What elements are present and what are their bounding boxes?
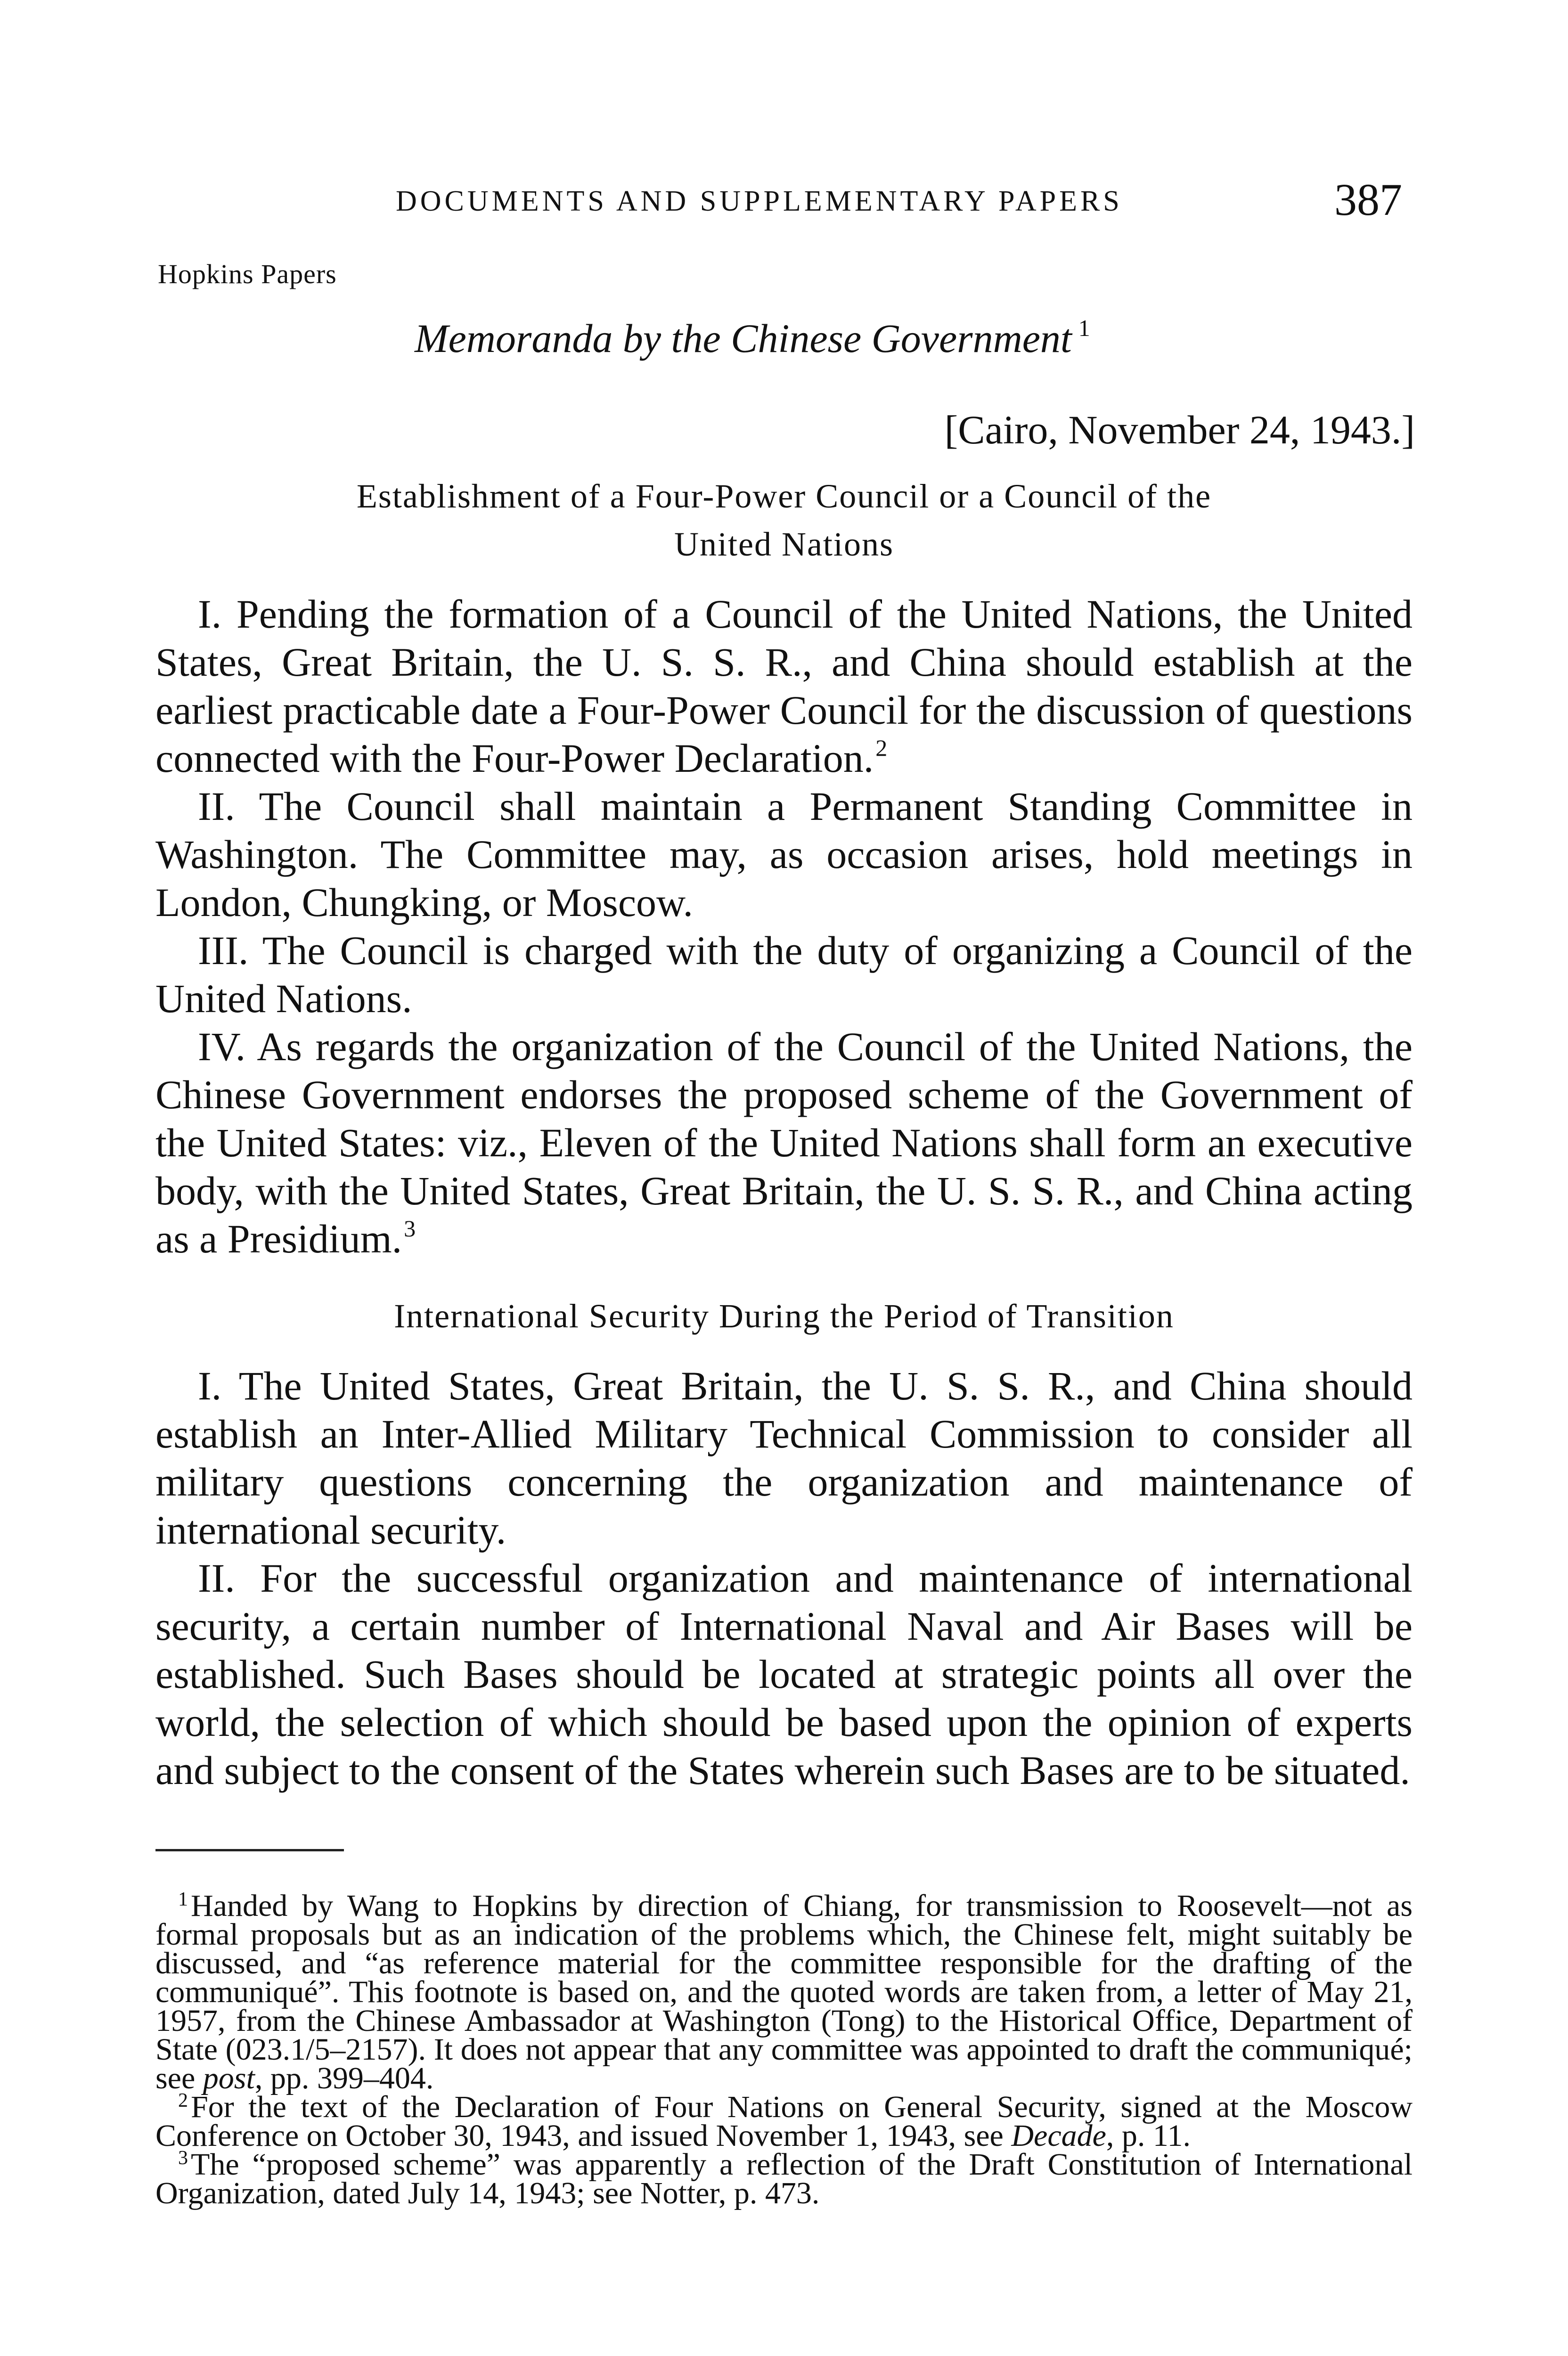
footnote-ref-2: 2 [875,735,888,761]
footnote-ref-3: 3 [404,1215,416,1242]
footnote-text: Handed by Wang to Hopkins by direction of Chiang, for transmission to Roosevelt—not as formal proposals but as an indication of the problems which, the Chinese felt, might suitably be discussed, and “as reference material for the committee responsible for the drafting of the communiqué”. This footnote is based on, and the quoted words are taken from, a letter of May 21, 1957, from the Chinese Ambassador at Washington (Tong) to the Historical Office, Department of State (023.1/5–2157). It does not appear that any committee was appointed to draft the communiqué; see [155,1889,1413,2095]
paragraph-text: II. The Council shall maintain a Permanent Standing Committee in Washington. The Committee may, as occasion arises, hold meetings in London, Chungking, or Moscow. [155,784,1413,925]
footnote-italic: Decade [1011,2119,1106,2153]
paragraph [155,926,1413,1023]
footnote-text: For the text of the Declaration of Four Nations on General Security, signed at the Moscow Conference on October 30, 1943, and issued November 1, 1943, see [155,2090,1413,2153]
paragraph [155,1023,1413,1263]
footnote-number: 1 [178,1889,188,1910]
document-title-text: Memoranda by the Chinese Government [415,316,1072,361]
paragraph [155,1362,1413,1554]
footnote-1 [155,1891,1413,2093]
footnote-2 [155,2090,1413,2153]
paragraph [155,782,1413,926]
section-heading-line1: International Security During the Period of Transition [394,1297,1174,1335]
footnote-ref-1: 1 [1078,315,1090,341]
footnote-number: 2 [178,2090,188,2111]
document-title [415,315,1090,362]
footnotes [155,1891,1413,2208]
footnote-text-tail: , pp. 399–404. [254,2061,434,2095]
paragraph-text: III. The Council is charged with the duty of organizing a Council of the United Nations. [155,928,1413,1021]
section-heading-security [155,1292,1413,1340]
section-heading-line2: United Nations [674,525,894,563]
paragraph-text: I. Pending the formation of a Council of the United Nations, the United States, Great Britain, the U. S. S. R., and China should establish at the earliest practicable date a Four-Power Council for the discussion of questions connected with the Four-Power Declaration. [155,591,1413,781]
paragraph-text: II. For the successful organization and maintenance of international security, a certain number of International Naval and Air Bases will be established. Such Bases should be located at strategic points all over the world, the selection of which should be based upon the opinion of experts and subject to the consent of the States wherein such Bases are to be situated. [155,1555,1413,1793]
footnote-text-tail: , p. 11. [1106,2119,1191,2153]
running-head: DOCUMENTS AND SUPPLEMENTARY PAPERS [396,185,1123,217]
footnote-3 [155,2147,1413,2210]
section-body-council [155,590,1413,1263]
footnote-text: The “proposed scheme” was apparently a reflection of the Draft Constitution of International Organization, dated July 14, 1943; see Notter, p. 473. [155,2147,1413,2210]
footnote-italic: post [203,2061,255,2095]
section-heading-council [155,472,1413,568]
footnote-divider [155,1849,344,1851]
section-heading-line1: Establishment of a Four-Power Council or a Council of the [356,477,1212,515]
footnote-number: 3 [178,2147,188,2169]
paragraph-text: IV. As regards the organization of the Council of the United Nations, the Chinese Government endorses the proposed scheme of the Government of the United States: viz., Eleven of the United Nations shall form an executive body, with the United States, Great Britain, the U. S. S. R., and China acting as a Presidium. [155,1024,1413,1261]
paragraph [155,590,1413,782]
dateline: [Cairo, November 24, 1943.] [944,407,1415,452]
section-body-security [155,1362,1413,1794]
paragraph-text: I. The United States, Great Britain, the U. S. S. R., and China should establish an Inter-Allied Military Technical Commission to consider all military questions concerning the organization and maintenance of international security. [155,1363,1413,1553]
paragraph [155,1554,1413,1794]
source-label: Hopkins Papers [158,259,337,289]
page-number: 387 [1334,174,1402,225]
